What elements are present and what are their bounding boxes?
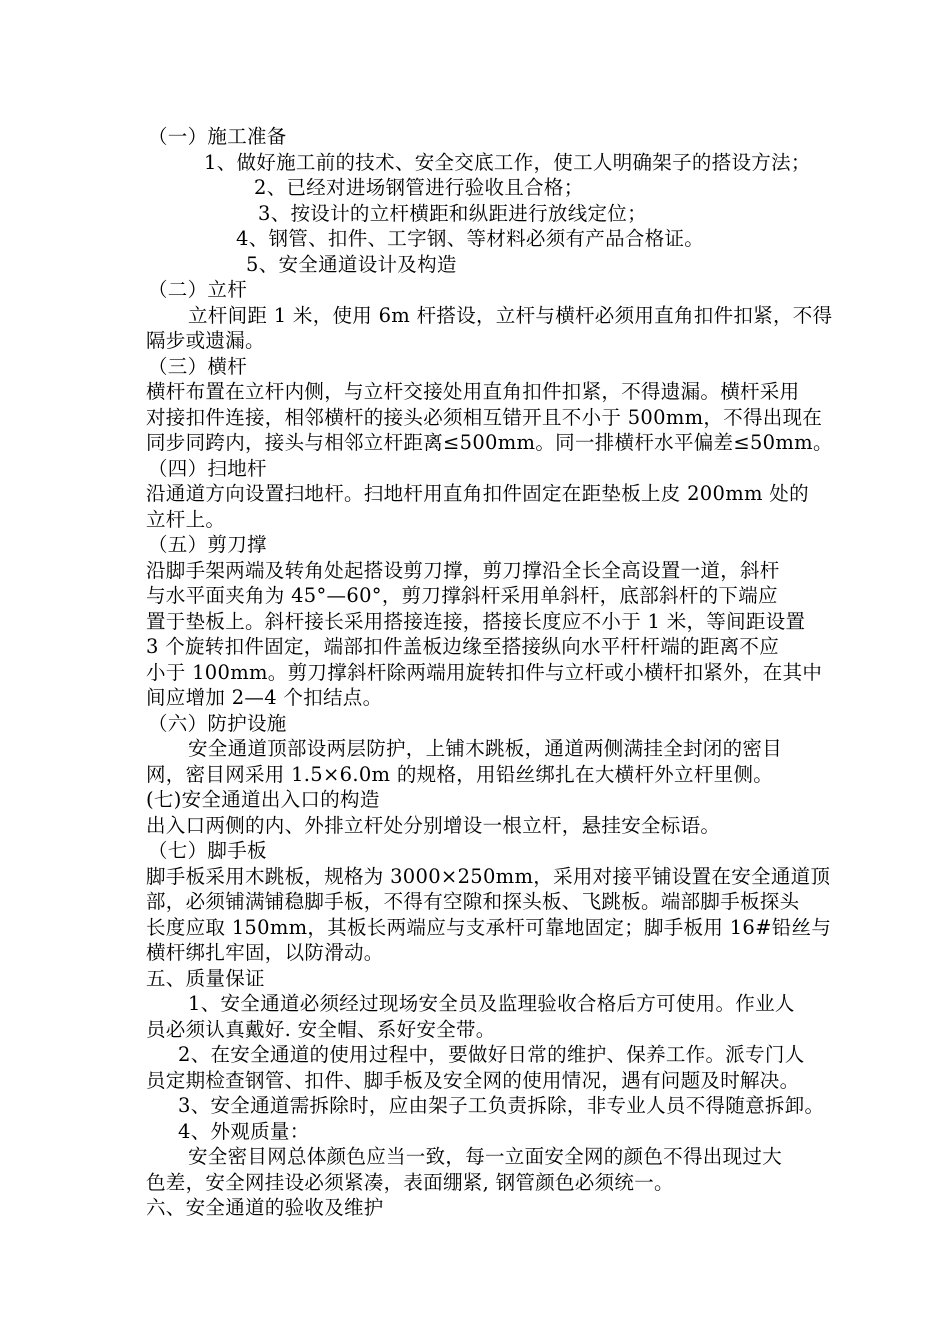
paragraph-line: 网，密目网采用 1.5×6.0m 的规格，用铅丝绑扎在大横杆外立杆里侧。 [146, 762, 774, 786]
paragraph-line: 安全通道顶部设两层防护，上铺木跳板，通道两侧满挂全封闭的密目 [188, 737, 783, 760]
document-body [146, 124, 870, 1221]
paragraph-line: 员定期检查钢管、扣件、脚手板及安全网的使用情况，遇有问题及时解决。 [146, 1068, 800, 1092]
paragraph-line: 2、已经对进场钢管进行验收且合格； [254, 176, 584, 199]
section-heading: （一）施工准备 [148, 125, 287, 148]
section-heading: （七）脚手板 [148, 839, 267, 862]
paragraph-line: 长度应取 150mm，其板长两端应与支承杆可靠地固定；脚手板用 16#铅丝与 [146, 915, 832, 939]
paragraph-line: 4、钢管、扣件、工字钢、等材料必须有产品合格证。 [236, 227, 705, 250]
paragraph-line: 横杆绑扎牢固，以防滑动。 [146, 941, 384, 964]
paragraph-line: 置于垫板上。斜杆接长采用搭接连接，搭接长度应不小于 1 米，等间距设置 [146, 609, 806, 633]
section-heading: （二）立杆 [148, 278, 248, 301]
paragraph-line: 员必须认真戴好. 安全帽、系好安全带。 [146, 1017, 496, 1041]
section-heading: （五）剪刀撑 [148, 533, 267, 556]
paragraph-line: 立杆上。 [146, 507, 226, 531]
paragraph-line: 3 个旋转扣件固定，端部扣件盖板边缘至搭接纵向水平杆杆端的距离不应 [146, 635, 780, 658]
paragraph-line: 脚手板采用木跳板，规格为 3000×250mm，采用对接平铺设置在安全通道顶 [146, 864, 831, 888]
section-heading: (七)安全通道出入口的构造 [146, 788, 380, 811]
paragraph-line: 2、在安全通道的使用过程中，要做好日常的维护、保养工作。派专门人 [178, 1043, 805, 1066]
paragraph-line: 出入口两侧的内、外排立杆处分别增设一根立杆，悬挂安全标语。 [146, 813, 721, 837]
paragraph-line: 3、安全通道需拆除时，应由架子工负责拆除，非专业人员不得随意拆卸。 [178, 1094, 825, 1117]
paragraph-line: 立杆间距 1 米，使用 6m 杆搭设，立杆与横杆必须用直角扣件扣紧，不得 [188, 303, 833, 327]
section-heading: （六）防护设施 [148, 711, 287, 735]
section-heading: 五、质量保证 [146, 966, 265, 990]
paragraph-line: 与水平面夹角为 45°—60°，剪刀撑斜杆采用单斜杆，底部斜杆的下端应 [146, 584, 778, 607]
paragraph-line: 沿通道方向设置扫地杆。扫地杆用直角扣件固定在距垫板上皮 200mm 处的 [146, 482, 809, 505]
paragraph-line: 1、安全通道必须经过现场安全员及监理验收合格后方可使用。作业人 [188, 992, 795, 1015]
paragraph-line: 同步同跨内，接头与相邻立杆距离≤500mm。同一排横杆水平偏差≤50mm。 [146, 431, 833, 454]
paragraph-line: 安全密目网总体颜色应当一致，每一立面安全网的颜色不得出现过大 [188, 1145, 783, 1168]
paragraph-line: 对接扣件连接，相邻横杆的接头必须相互错开且不小于 500mm，不得出现在 [146, 405, 823, 429]
paragraph-line: 4、外观质量： [178, 1119, 310, 1143]
paragraph-line: 色差，安全网挂设必须紧凑，表面绷紧, 钢管颜色必须统一。 [146, 1170, 674, 1194]
paragraph-line: 5、安全通道设计及构造 [246, 252, 457, 276]
paragraph-line: 隔步或遗漏。 [146, 329, 265, 352]
paragraph-line: 小于 100mm。剪刀撑斜杆除两端用旋转扣件与立杆或小横杆扣紧外，在其中 [146, 660, 823, 684]
paragraph-line: 1、做好施工前的技术、安全交底工作，使工人明确架子的搭设方法； [204, 150, 811, 174]
paragraph-line: 横杆布置在立杆内侧，与立杆交接处用直角扣件扣紧，不得遗漏。横杆采用 [146, 380, 800, 403]
paragraph-line: 3、按设计的立杆横距和纵距进行放线定位； [258, 201, 647, 225]
paragraph-line: 间应增加 2—4 个扣结点。 [146, 686, 383, 709]
paragraph-line: 部，必须铺满铺稳脚手板，不得有空隙和探头板、飞跳板。端部脚手板探头 [146, 890, 800, 913]
section-heading: （四）扫地杆 [148, 456, 267, 480]
paragraph-line: 沿脚手架两端及转角处起搭设剪刀撑，剪刀撑沿全长全高设置一道，斜杆 [146, 558, 780, 582]
section-heading: （三）横杆 [148, 354, 248, 378]
section-heading: 六、安全通道的验收及维护 [146, 1196, 384, 1219]
